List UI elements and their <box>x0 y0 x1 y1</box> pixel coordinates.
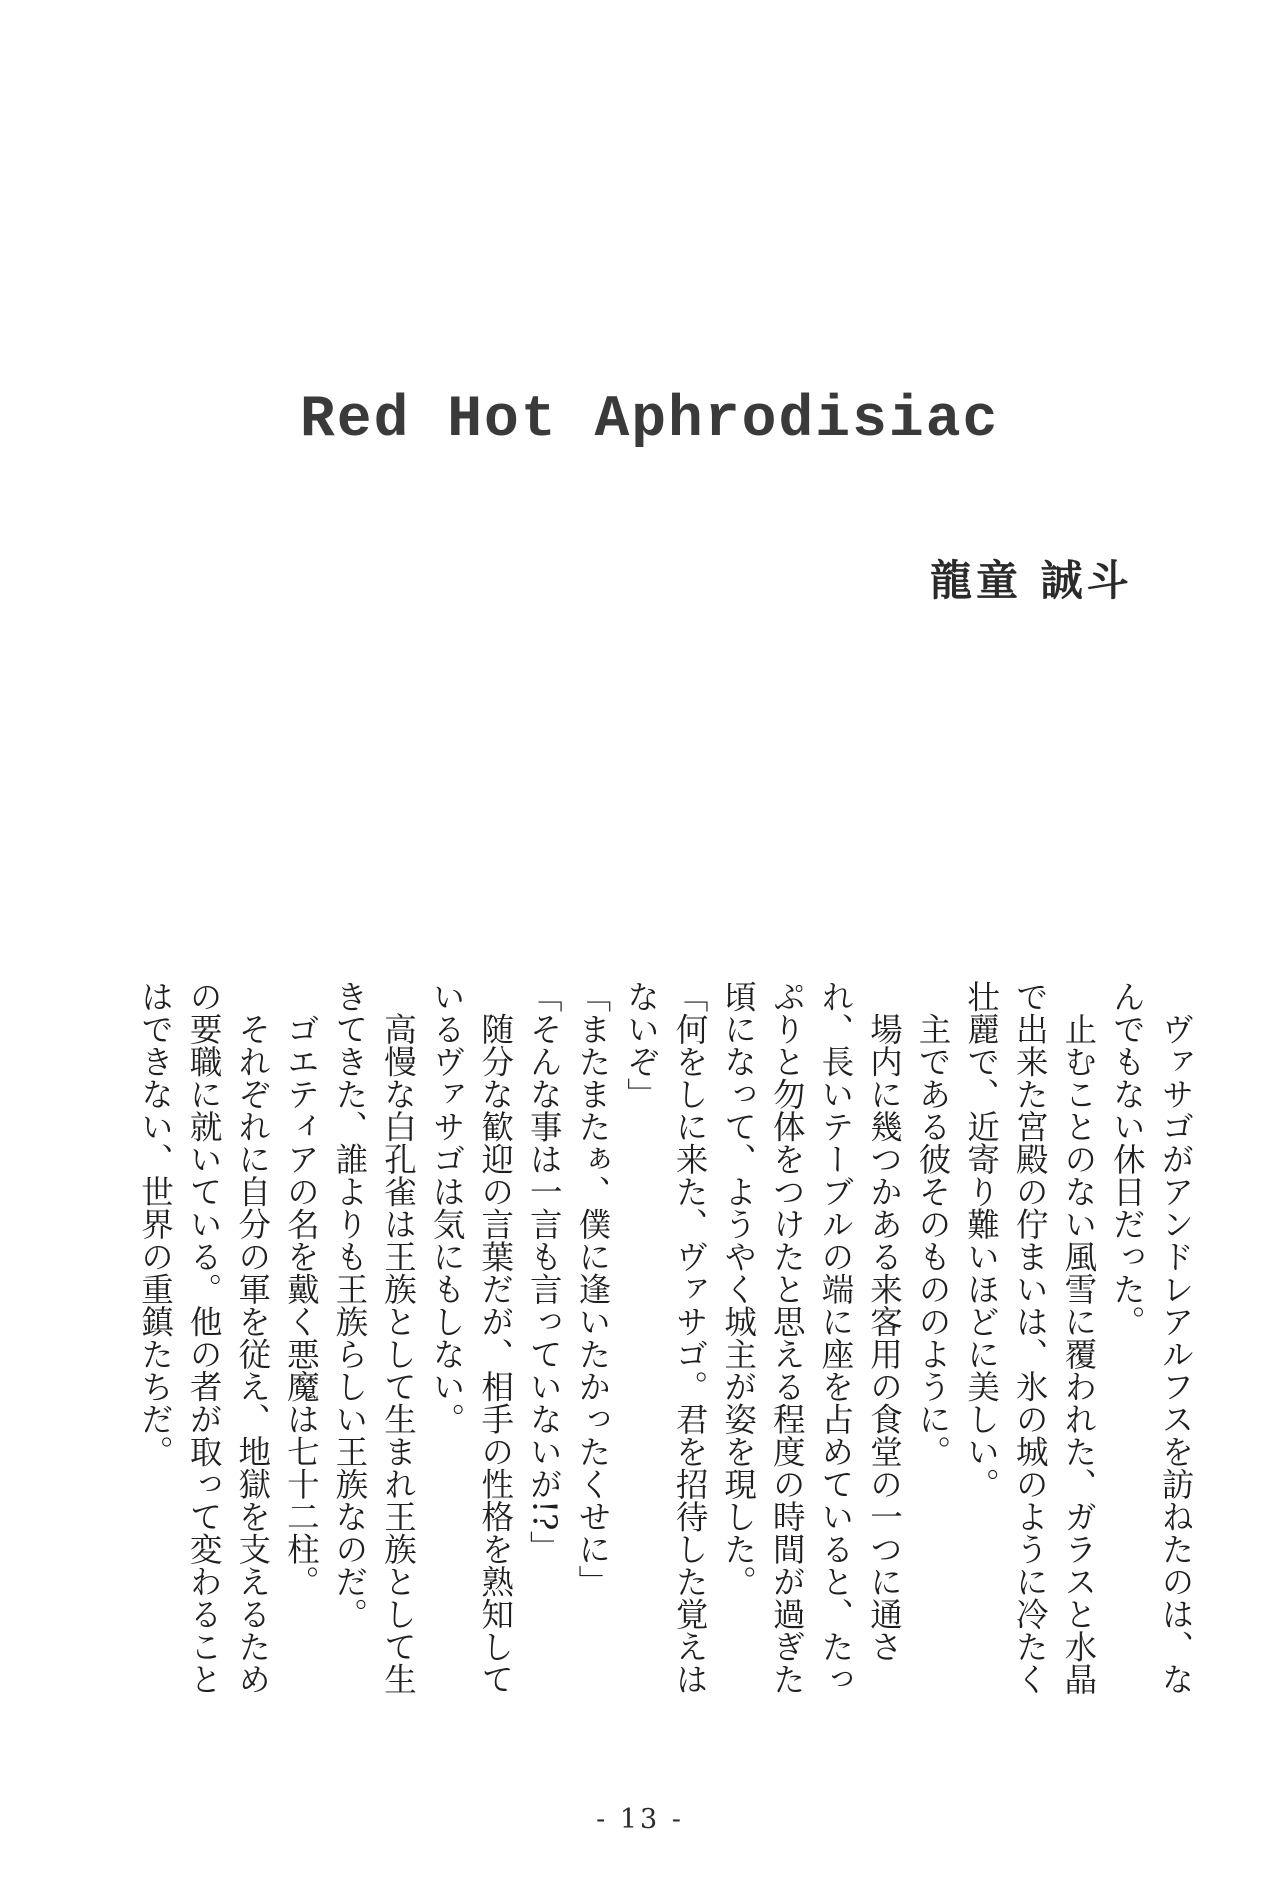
paragraph: 場内に幾つかある来客用の食堂の一つに通され、長いテーブルの端に座を占めていると、たっぷりと勿体をつけたと思える程度の時間が過ぎた頃になって、ようやく城主が姿を現した。 <box>719 980 904 1695</box>
paragraph: 「そんな事は一言も言っていないが!?」 <box>525 980 564 1563</box>
paragraph: 主である彼そのもののように。 <box>914 980 953 1468</box>
paragraph: ゴエティアの名を戴く悪魔は七十二柱。 <box>282 980 321 1598</box>
paragraph: 止むことのない風雪に覆われた、ガラスと水晶で出来た宮殿の佇まいは、氷の城のように冷たく壮麗で、近寄り難いほどに美しい。 <box>962 980 1098 1695</box>
paragraph: ヴァサゴがアンドレアルフスを訪ねたのは、なんでもない休日だった。 <box>1108 980 1195 1695</box>
page-number: - 13 - <box>596 1804 684 1835</box>
paragraph: 随分な歓迎の言葉だが、相手の性格を熟知しているヴァサゴは気にもしない。 <box>428 980 515 1695</box>
paragraph: 「何をしに来た、ヴァサゴ。君を招待した覚えはないぞ」 <box>622 980 710 1695</box>
story-title: Red Hot Aphrodisiac <box>300 388 1000 453</box>
author-name: 龍童 誠斗 <box>930 556 1133 605</box>
paragraph: 「またまたぁ、僕に逢いたかったくせに」 <box>573 980 612 1598</box>
vertical-body-text <box>136 980 1200 1720</box>
paragraph: それぞれに自分の軍を従え、地獄を支えるための要職に就いている。他の者が取って変わることはできない、世界の重鎮たちだ。 <box>136 980 272 1695</box>
paragraph: 高慢な白孔雀は王族として生まれ王族として生きてきた、誰よりも王族らしい王族なのだ。 <box>330 980 418 1695</box>
